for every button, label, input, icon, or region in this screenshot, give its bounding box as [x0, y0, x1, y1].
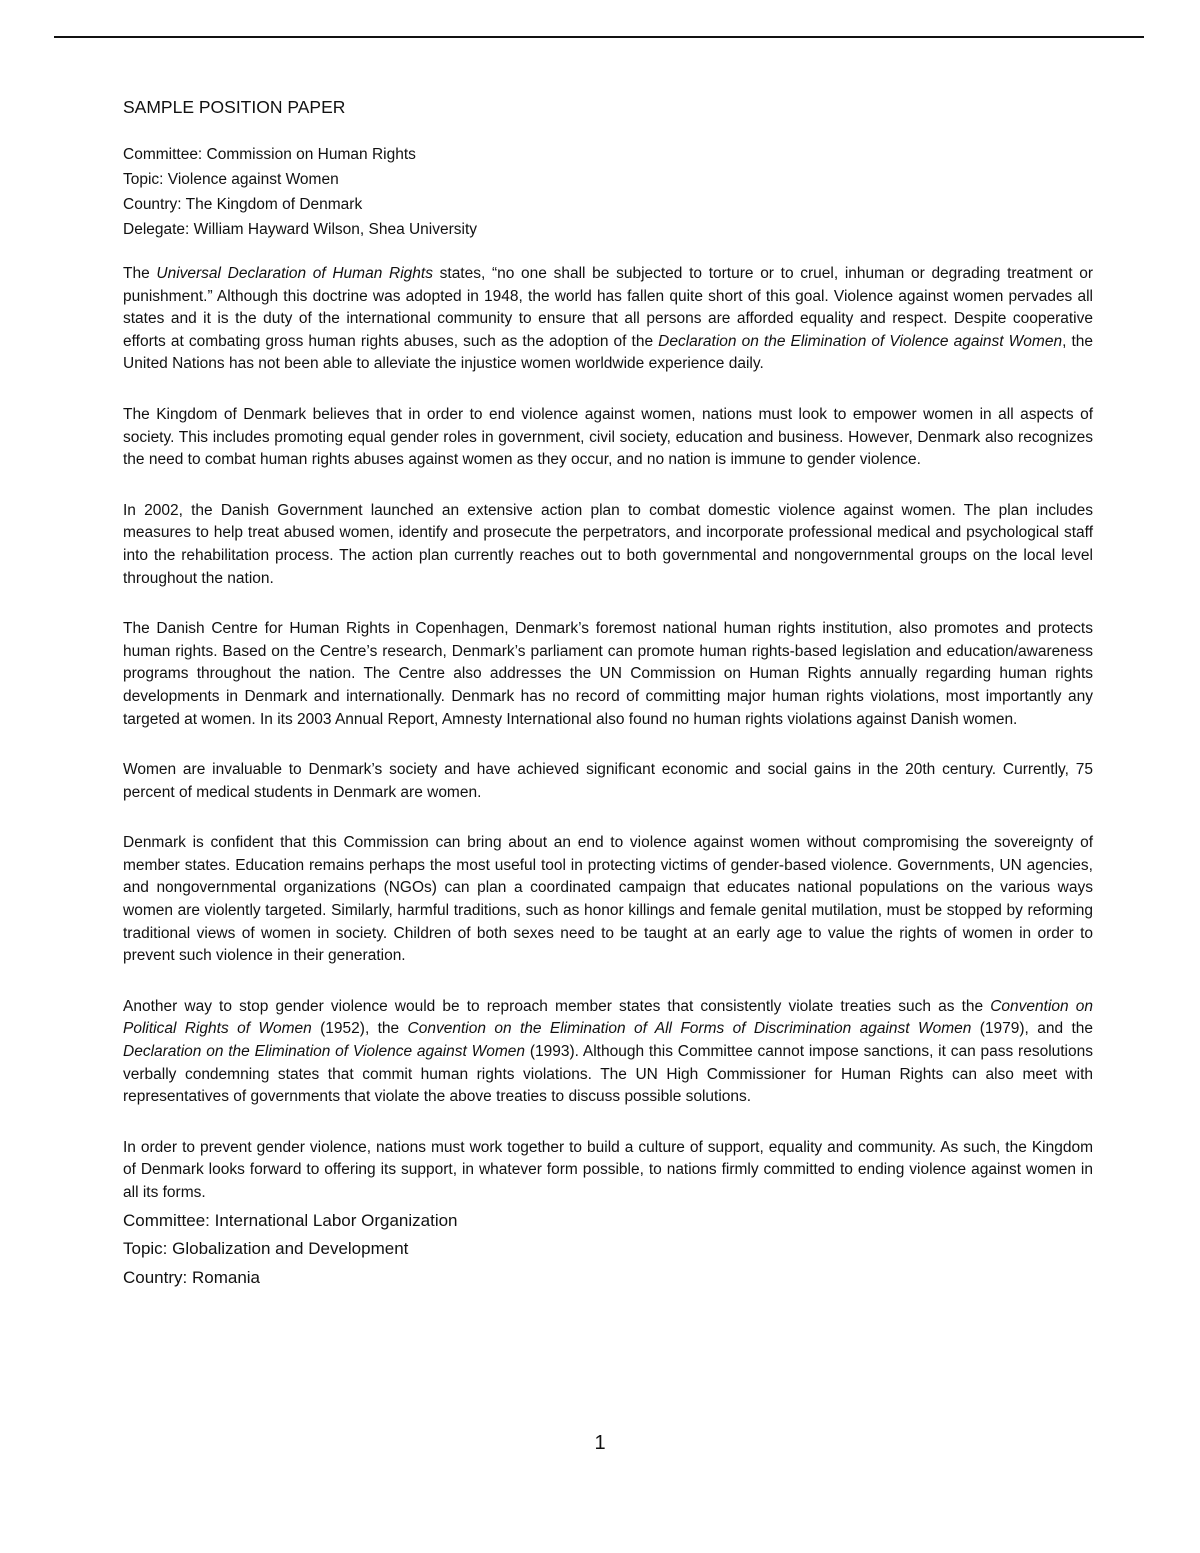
italic-citation: Convention on Political Rights of Women [123, 997, 1093, 1038]
text-run: Denmark is confident that this Commission can bring about an end to violence against women without compromising the sovereignty of member states. Education remains perhaps the most useful tool in protecting victims of gender-based violence. Governments, UN agencies, and nongovernmental organizations (NGOs) can plan a coordinated campaign that educates national populations on the various ways women are violently targeted. Similarly, harmful traditions, such as honor killings and female genital mutilation, must be stopped by reforming traditional views of women in society. Children of both sexes need to be taught at an early age to value the rights of women in order to prevent such violence in their generation. [123, 834, 1093, 965]
body-paragraph [123, 1137, 1093, 1205]
text-run: (1993). Although this Committee cannot impose sanctions, it can pass resolutions verbally condemning states that commit human rights violations. The UN High Commissioner for Human Rights can also meet with representatives of governments that violate the above treaties to discuss possible solutions. [123, 1043, 1093, 1106]
body-paragraph [123, 996, 1093, 1109]
body-paragraph [123, 404, 1093, 472]
topic-line: Topic: Violence against Women [123, 171, 339, 188]
document-body [123, 96, 1093, 1292]
header-block [123, 142, 1093, 242]
text-run: The Danish Centre for Human Rights in Copenhagen, Denmark’s foremost national human rights institution, also promotes and protects human rights. Based on the Centre’s research, Denmark’s parliament can promote human rights-based legislation and education/awareness programs throughout the nation. The Centre also addresses the UN Commission on Human Rights annually regarding human rights developments in Denmark and internationally. Denmark has no record of committing major human rights violations, most importantly any targeted at women. In its 2003 Annual Report, Amnesty International also found no human rights violations against Danish women. [123, 620, 1093, 728]
delegate-line: Delegate: William Hayward Wilson, Shea University [123, 221, 478, 238]
text-run: (1952), the [311, 1020, 408, 1038]
text-run: The Kingdom of Denmark believes that in order to end violence against women, nations must look to empower women in all aspects of society. This includes promoting equal gender roles in government, civil society, education and business. However, Denmark also recognizes the need to combat human rights abuses against women as they occur, and no nation is immune to gender violence. [123, 405, 1093, 469]
italic-citation: Declaration on the Elimination of Violence against Women [658, 332, 1063, 350]
text-run: In 2002, the Danish Government launched an extensive action plan to combat domestic violence against women. The plan includes measures to help treat abused women, identify and prosecute the perpetrators, and incorporate professional medical and psychological staff into the rehabilitation process. The action plan currently reaches out to both governmental and nongovernmental groups on the local level throughout the nation. [123, 501, 1093, 587]
second-topic-line: Topic: Globalization and Development [123, 1239, 409, 1259]
body-paragraph [123, 618, 1093, 731]
second-country-line: Country: Romania [123, 1267, 261, 1287]
body-paragraph [123, 832, 1093, 968]
body-paragraph [123, 263, 1093, 376]
second-header-block [123, 1207, 1093, 1293]
text-run: The [123, 265, 157, 282]
country-line: Country: The Kingdom of Denmark [123, 196, 363, 213]
text-run: In order to prevent gender violence, nations must work together to build a culture of support, equality and community. As such, the Kingdom of Denmark looks forward to offering its support, in whatever form possible, to nations firmly committed to ending violence against women in all its forms. [123, 1138, 1093, 1201]
italic-citation: Declaration on the Elimination of Violence against Women [123, 1043, 526, 1061]
second-committee-line: Committee: International Labor Organization [123, 1210, 458, 1230]
top-divider [54, 36, 1144, 38]
italic-citation: Convention on the Elimination of All Forms of Discrimination against Women [407, 1020, 972, 1038]
paragraphs [123, 263, 1093, 1205]
body-paragraph [123, 759, 1093, 804]
committee-line: Committee: Commission on Human Rights [123, 146, 416, 163]
text-run: states, “no one shall be subjected to torture or to cruel, inhuman or degrading treatment or punishment.” Although this doctrine was adopted in 1948, the world has fallen quite short of this goal. Violence against women pervades all states and it is the duty of the international community to ensure that all persons are afforded equality and respect. Despite cooperative efforts at combating gross human rights abuses, such as the adoption of the [123, 265, 1094, 350]
text-run: Women are invaluable to Denmark’s society and have achieved significant economic and social gains in the 20th century. Currently, 75 percent of medical students in Denmark are women. [123, 761, 1093, 801]
text-run: , the United Nations has not been able to alleviate the injustice women worldwide experience daily. [123, 332, 1093, 373]
document-title: SAMPLE POSITION PAPER [123, 97, 346, 117]
text-run: Another way to stop gender violence would be to reproach member states that consistently violate treaties such as the [123, 997, 991, 1015]
italic-citation: Universal Declaration of Human Rights [156, 265, 433, 282]
text-run: (1979), and the [971, 1020, 1093, 1038]
body-paragraph [123, 500, 1093, 590]
page-number: 1 [594, 1432, 606, 1454]
